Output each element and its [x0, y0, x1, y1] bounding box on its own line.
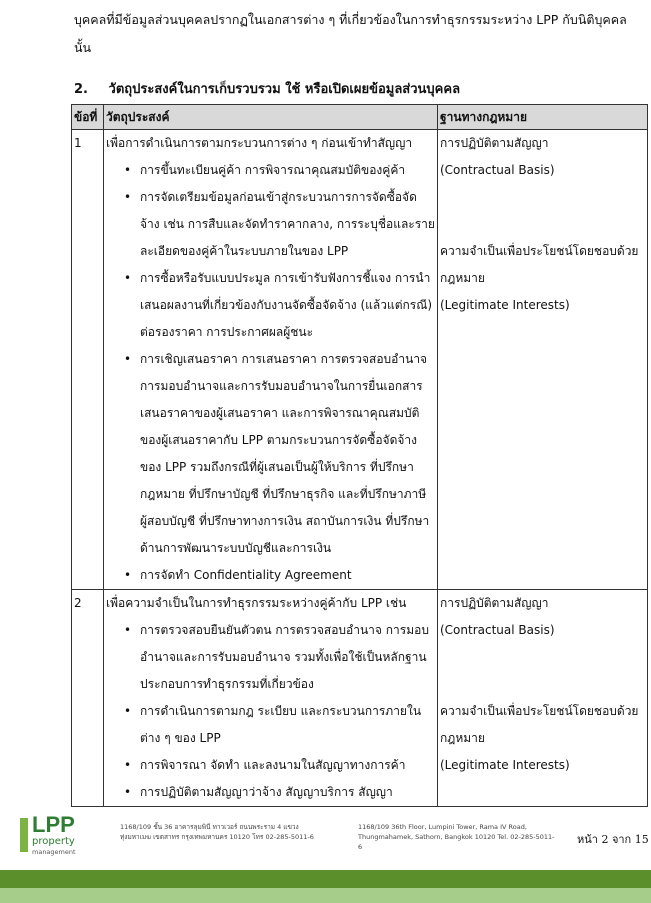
row-purpose — [104, 590, 438, 807]
logo-subtext-2: management — [32, 848, 76, 856]
basis-legitimate: ความจำเป็นเพื่อประโยชน์โดยชอบด้วยกฎหมาย — [440, 704, 639, 745]
purpose-table — [71, 104, 648, 807]
footer-bar-light — [0, 888, 651, 903]
purpose-lead: เพื่อการดำเนินการตามกระบวนการต่าง ๆ ก่อนเข้าทำสัญญา — [106, 136, 413, 150]
page-footer — [0, 808, 651, 903]
logo-subtext: property — [32, 836, 75, 847]
purpose-lead: เพื่อความจำเป็นในการทำธุรกรรมระหว่างคู่ค้ากับ LPP เช่น — [106, 596, 407, 610]
purpose-bullet: • การจัดทำ Confidentiality Agreement — [106, 562, 435, 589]
intro-paragraph: บุคคลที่มีข้อมูลส่วนบุคคลปรากฏในเอกสารต่าง ๆ ที่เกี่ยวข้องในการทำธุรกรรมระหว่าง LPP กับนิติบุคคลนั้น — [74, 12, 627, 55]
purpose-bullet: • การตรวจสอบยืนยันตัวตน การตรวจสอบอำนาจ การมอบอำนาจและการรับมอบอำนาจ รวมทั้งเพื่อใช้เป็นหลักฐานประกอบการทำธุรกรรมที่เกี่ยวข้อง — [106, 617, 435, 698]
row-number: 1 — [72, 130, 104, 590]
logo-mark-icon — [20, 818, 28, 852]
row-legal-basis — [438, 130, 648, 590]
page-number: หน้า 2 จาก 15 — [577, 833, 649, 846]
section-number: 2. — [74, 82, 88, 97]
purpose-bullet: • การปฏิบัติตามสัญญาว่าจ้าง สัญญาบริการ สัญญา — [106, 779, 435, 806]
header-legal-basis: ฐานทางกฎหมาย — [438, 105, 648, 130]
basis-legitimate-en: (Legitimate Interests) — [440, 758, 570, 772]
purpose-bullet: • การพิจารณา จัดทำ และลงนามในสัญญาทางการค้า — [106, 752, 435, 779]
basis-contract-en: (Contractual Basis) — [440, 623, 555, 637]
purpose-bullet: • การดำเนินการตามกฎ ระเบียบ และกระบวนการภายในต่าง ๆ ของ LPP — [106, 698, 435, 752]
footer-bar — [0, 870, 651, 888]
purpose-bullet: • การจัดเตรียมข้อมูลก่อนเข้าสู่กระบวนการการจัดซื้อจัดจ้าง เช่น การสืบและจัดทำราคากลาง, การระบุชื่อและรายละเอียดของคู่ค้าในระบบภายในของ LPP — [106, 184, 435, 265]
address-thai: 1168/109 ชั้น 36 อาคารลุมพินี ทาวเวอร์ ถนนพระราม 4 แขวงทุ่งมหาเมฆ เขตสาทร กรุงเทพมหานคร 10120 โทร 02-285-5011-6 — [120, 823, 314, 841]
purpose-bullet: • การขึ้นทะเบียนคู่ค้า การพิจารณาคุณสมบัติของคู่ค้า — [106, 157, 435, 184]
table-header-row — [72, 105, 648, 130]
basis-contract: การปฏิบัติตามสัญญา — [440, 596, 549, 610]
section-title: วัตถุประสงค์ในการเก็บรวบรวม ใช้ หรือเปิดเผยข้อมูลส่วนบุคคล — [108, 82, 461, 97]
basis-contract: การปฏิบัติตามสัญญา — [440, 136, 549, 150]
address-english: 1168/109 36th Floor, Lumpini Tower, Rama IV Road, Thungmahamek, Sathorn, Bangkok 10120 Tel. 02-285-5011-6 — [358, 823, 555, 851]
section-heading — [74, 78, 460, 99]
purpose-bullet: • การเชิญเสนอราคา การเสนอราคา การตรวจสอบอำนาจ การมอบอำนาจและการรับมอบอำนาจในการยื่นเอกสารเสนอราคาของผู้เสนอราคา และการพิจารณาคุณสมบัติของผู้เสนอราคากับ LPP ตามกระบวนการจัดซื้อจัดจ้างของ LPP รวมถึงกรณีที่ผู้เสนอเป็นผู้ให้บริการ ที่ปรึกษากฎหมาย ที่ปรึกษาบัญชี ที่ปรึกษาธุรกิจ และที่ปรึกษาภาษี ผู้สอบบัญชี ที่ปรึกษาทางการเงิน สถาบันการเงิน ที่ปรึกษาด้านการพัฒนาระบบบัญชีและการเงิน — [106, 346, 435, 562]
table-row — [72, 130, 648, 590]
row-number: 2 — [72, 590, 104, 807]
basis-legitimate: ความจำเป็นเพื่อประโยชน์โดยชอบด้วยกฎหมาย — [440, 244, 639, 285]
header-purpose: วัตถุประสงค์ — [104, 105, 438, 130]
row-legal-basis — [438, 590, 648, 807]
row-purpose — [104, 130, 438, 590]
logo-text: LPP — [32, 812, 75, 837]
purpose-bullet: • การซื้อหรือรับแบบประมูล การเข้ารับฟังการชี้แจง การนำเสนอผลงานที่เกี่ยวข้องกับงานจัดซื้อจัดจ้าง (แล้วแต่กรณี) ต่อรองราคา การประกาศผลผู้ชนะ — [106, 265, 435, 346]
table-row — [72, 590, 648, 807]
basis-legitimate-en: (Legitimate Interests) — [440, 298, 570, 312]
header-no: ข้อที่ — [72, 105, 104, 130]
basis-contract-en: (Contractual Basis) — [440, 163, 555, 177]
